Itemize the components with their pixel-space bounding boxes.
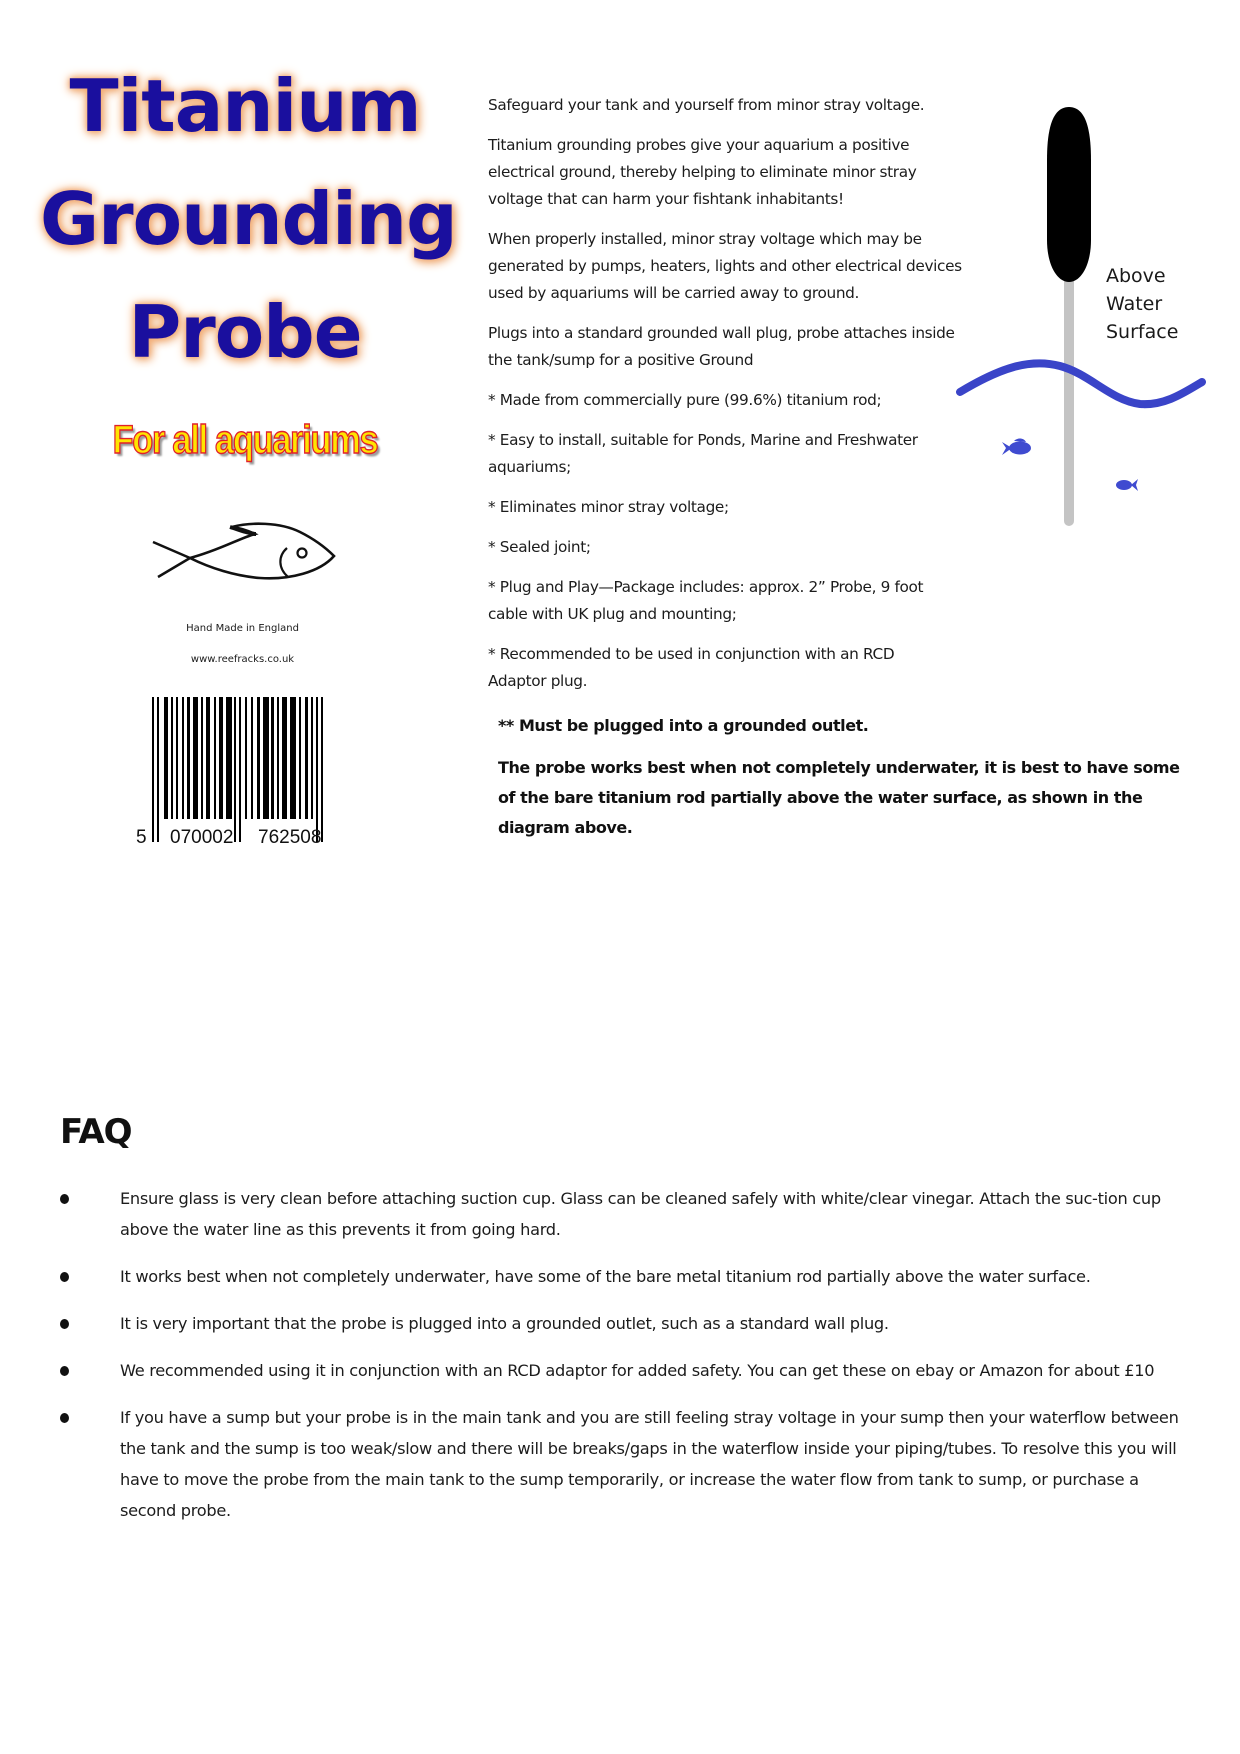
faq-list — [60, 1183, 1190, 1542]
label-line: Above — [1106, 265, 1166, 287]
titanium-rod — [1064, 270, 1074, 526]
bullet-icon — [60, 1319, 69, 1329]
title-line-1: Titanium — [69, 64, 421, 148]
benefit-paragraph: Titanium grounding probes give your aquarium a positive electrical ground, thereby helping to eliminate minor stray voltage that can harm your fishtank inhabitants! — [488, 136, 917, 208]
barcode-digits-mid: 070002 — [170, 827, 234, 848]
faq-item — [60, 1183, 1190, 1245]
feature-item: * Eliminates minor stray voltage; — [488, 498, 729, 516]
probe-head — [1047, 107, 1091, 282]
subtitle: For all aquariums — [112, 418, 378, 462]
barcode-digits-right: 762508 — [258, 827, 322, 848]
title-line-2: Grounding — [40, 177, 457, 261]
faq-item-text: If you have a sump but your probe is in the main tank and you are still feeling stray voltage in your sump then your waterflow between the tank and the sump is too weak/slow and there will be breaks/gaps in the waterflow inside your piping/tubes. To resolve this you will have to move the probe from the main tank to the sump temporarily, or increase the water flow from tank to sump, or purchase a second probe. — [120, 1408, 1179, 1520]
website-text: www.reefracks.co.uk — [190, 654, 295, 665]
installation-paragraph: When properly installed, minor stray voltage which may be generated by pumps, heaters, lights and other electrical devices used by aquariums will be carried away to ground. — [488, 230, 962, 302]
bullet-icon — [60, 1413, 69, 1423]
description — [488, 92, 988, 708]
fish-outline-icon — [150, 520, 340, 590]
faq-item-text: Ensure glass is very clean before attaching suction cup. Glass can be cleaned safely with white/clear vinegar. Attach the suc-tion cup above the water line as this prevents it from going hard. — [120, 1189, 1161, 1239]
bullet-icon — [60, 1272, 69, 1282]
warnings — [498, 711, 1198, 855]
title-line-3: Probe — [128, 290, 362, 374]
faq-item-text: We recommended using it in conjunction with an RCD adaptor for added safety. You can get these on ebay or Amazon for about £10 — [120, 1361, 1155, 1380]
faq-item — [60, 1308, 1190, 1339]
feature-item: * Plug and Play—Package includes: approx. 2” Probe, 9 foot cable with UK plug and mounting; — [488, 578, 924, 623]
faq-item — [60, 1261, 1190, 1292]
faq-heading: FAQ — [60, 1112, 132, 1152]
plug-paragraph: Plugs into a standard grounded wall plug, probe attaches inside the tank/sump for a positive Ground — [488, 324, 955, 369]
barcode-digits-left: 5 — [136, 827, 147, 848]
faq-item — [60, 1355, 1190, 1386]
fish-icon — [1002, 438, 1031, 455]
barcode-icon — [150, 697, 345, 842]
grounded-outlet-warning: ** Must be plugged into a grounded outlet. — [498, 716, 869, 735]
bullet-icon — [60, 1194, 69, 1204]
faq-item — [60, 1402, 1190, 1526]
feature-item: * Made from commercially pure (99.6%) titanium rod; — [488, 391, 882, 409]
made-in-england-text: Hand Made in England — [186, 623, 299, 634]
placement-note: The probe works best when not completely underwater, it is best to have some of the bare titanium rod partially above the water surface, as shown in the diagram above. — [498, 758, 1180, 837]
feature-item: * Easy to install, suitable for Ponds, Marine and Freshwater aquariums; — [488, 431, 918, 476]
above-water-surface-label — [1106, 262, 1178, 346]
bullet-icon — [60, 1366, 69, 1376]
feature-item: * Sealed joint; — [488, 538, 591, 556]
label-line: Water — [1106, 293, 1163, 315]
water-surface-wave — [960, 363, 1202, 404]
faq-item-text: It is very important that the probe is plugged into a grounded outlet, such as a standard wall plug. — [120, 1314, 889, 1333]
feature-item: * Recommended to be used in conjunction with an RCD Adaptor plug. — [488, 645, 895, 690]
label-line: Surface — [1106, 321, 1179, 343]
fish-icon — [1116, 479, 1138, 491]
faq-item-text: It works best when not completely underwater, have some of the bare metal titanium rod partially above the water surface. — [120, 1267, 1091, 1286]
intro-paragraph: Safeguard your tank and yourself from minor stray voltage. — [488, 96, 925, 114]
